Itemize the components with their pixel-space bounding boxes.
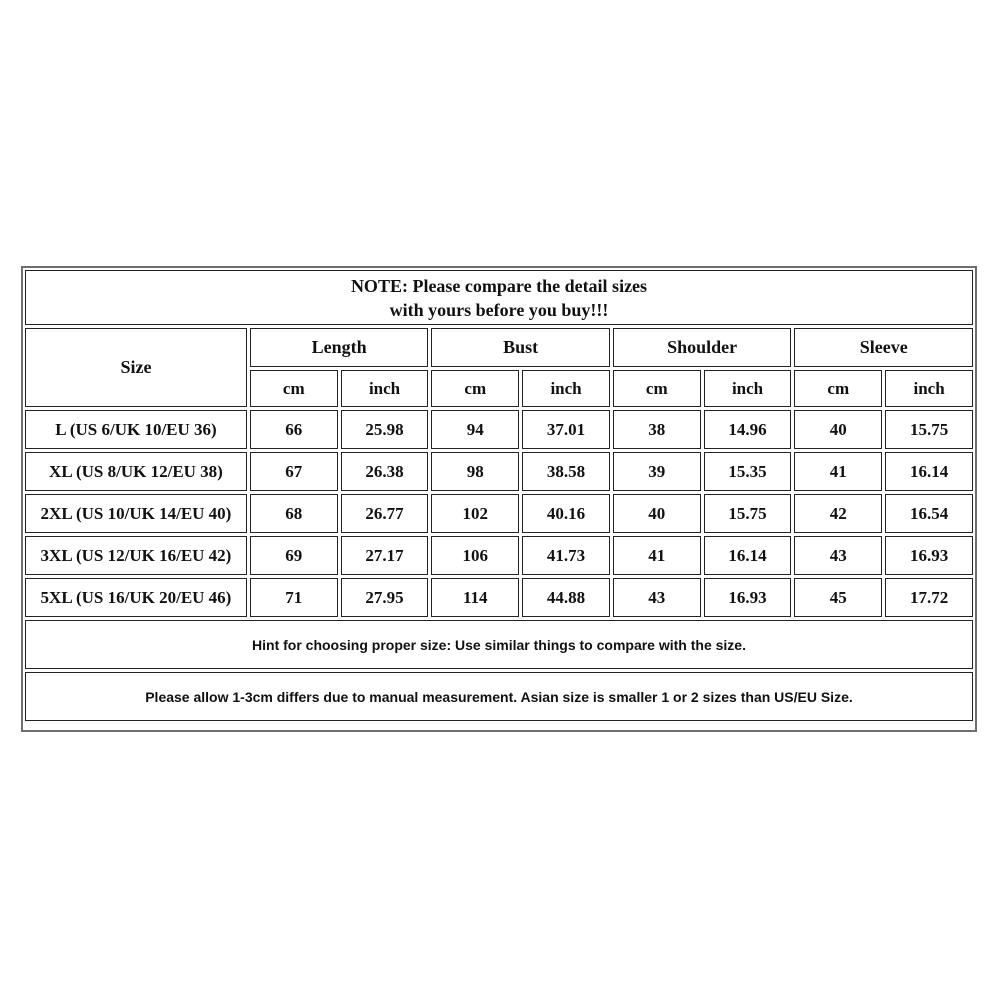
value-cell: 15.35 [704, 452, 792, 491]
value-cell: 15.75 [885, 410, 973, 449]
value-cell: 40.16 [522, 494, 610, 533]
hint-text: Hint for choosing proper size: Use similar things to compare with the size. [25, 620, 973, 669]
value-cell: 98 [431, 452, 519, 491]
size-label: L (US 6/UK 10/EU 36) [25, 410, 247, 449]
value-cell: 14.96 [704, 410, 792, 449]
value-cell: 39 [613, 452, 701, 491]
table-row [25, 578, 973, 617]
value-cell: 16.93 [704, 578, 792, 617]
size-label: 5XL (US 16/UK 20/EU 46) [25, 578, 247, 617]
table-row [25, 452, 973, 491]
hint-row [25, 620, 973, 669]
value-cell: 66 [250, 410, 338, 449]
note-row [25, 270, 973, 325]
value-cell: 114 [431, 578, 519, 617]
size-label: 2XL (US 10/UK 14/EU 40) [25, 494, 247, 533]
note-line-2: with yours before you buy!!! [389, 299, 609, 320]
value-cell: 37.01 [522, 410, 610, 449]
unit-header: inch [522, 370, 610, 407]
value-cell: 41 [794, 452, 882, 491]
value-cell: 43 [613, 578, 701, 617]
unit-header: inch [704, 370, 792, 407]
value-cell: 40 [613, 494, 701, 533]
bust-header: Bust [431, 328, 610, 367]
unit-header: cm [613, 370, 701, 407]
value-cell: 43 [794, 536, 882, 575]
value-cell: 41 [613, 536, 701, 575]
value-cell: 27.95 [341, 578, 429, 617]
value-cell: 45 [794, 578, 882, 617]
note-line-1: NOTE: Please compare the detail sizes [350, 275, 648, 296]
value-cell: 38 [613, 410, 701, 449]
value-cell: 41.73 [522, 536, 610, 575]
table-row [25, 536, 973, 575]
unit-header: inch [885, 370, 973, 407]
size-chart-table [22, 267, 976, 724]
allowance-text: Please allow 1-3cm differs due to manual measurement. Asian size is smaller 1 or 2 sizes than US/EU Size. [25, 672, 973, 721]
value-cell: 40 [794, 410, 882, 449]
value-cell: 16.14 [885, 452, 973, 491]
value-cell: 42 [794, 494, 882, 533]
value-cell: 27.17 [341, 536, 429, 575]
value-cell: 16.93 [885, 536, 973, 575]
value-cell: 67 [250, 452, 338, 491]
table-row [25, 410, 973, 449]
unit-header: cm [250, 370, 338, 407]
value-cell: 106 [431, 536, 519, 575]
value-cell: 16.54 [885, 494, 973, 533]
allowance-row [25, 672, 973, 721]
value-cell: 16.14 [704, 536, 792, 575]
value-cell: 15.75 [704, 494, 792, 533]
table-row [25, 494, 973, 533]
value-cell: 17.72 [885, 578, 973, 617]
unit-header: cm [794, 370, 882, 407]
value-cell: 69 [250, 536, 338, 575]
size-header: Size [25, 328, 247, 407]
shoulder-header: Shoulder [613, 328, 792, 367]
note-cell [25, 270, 973, 325]
sleeve-header: Sleeve [794, 328, 973, 367]
size-label: XL (US 8/UK 12/EU 38) [25, 452, 247, 491]
unit-header: cm [431, 370, 519, 407]
value-cell: 68 [250, 494, 338, 533]
length-header: Length [250, 328, 429, 367]
group-header-row [25, 328, 973, 367]
value-cell: 71 [250, 578, 338, 617]
size-label: 3XL (US 12/UK 16/EU 42) [25, 536, 247, 575]
value-cell: 102 [431, 494, 519, 533]
value-cell: 38.58 [522, 452, 610, 491]
value-cell: 26.38 [341, 452, 429, 491]
value-cell: 44.88 [522, 578, 610, 617]
unit-header: inch [341, 370, 429, 407]
value-cell: 25.98 [341, 410, 429, 449]
value-cell: 26.77 [341, 494, 429, 533]
value-cell: 94 [431, 410, 519, 449]
